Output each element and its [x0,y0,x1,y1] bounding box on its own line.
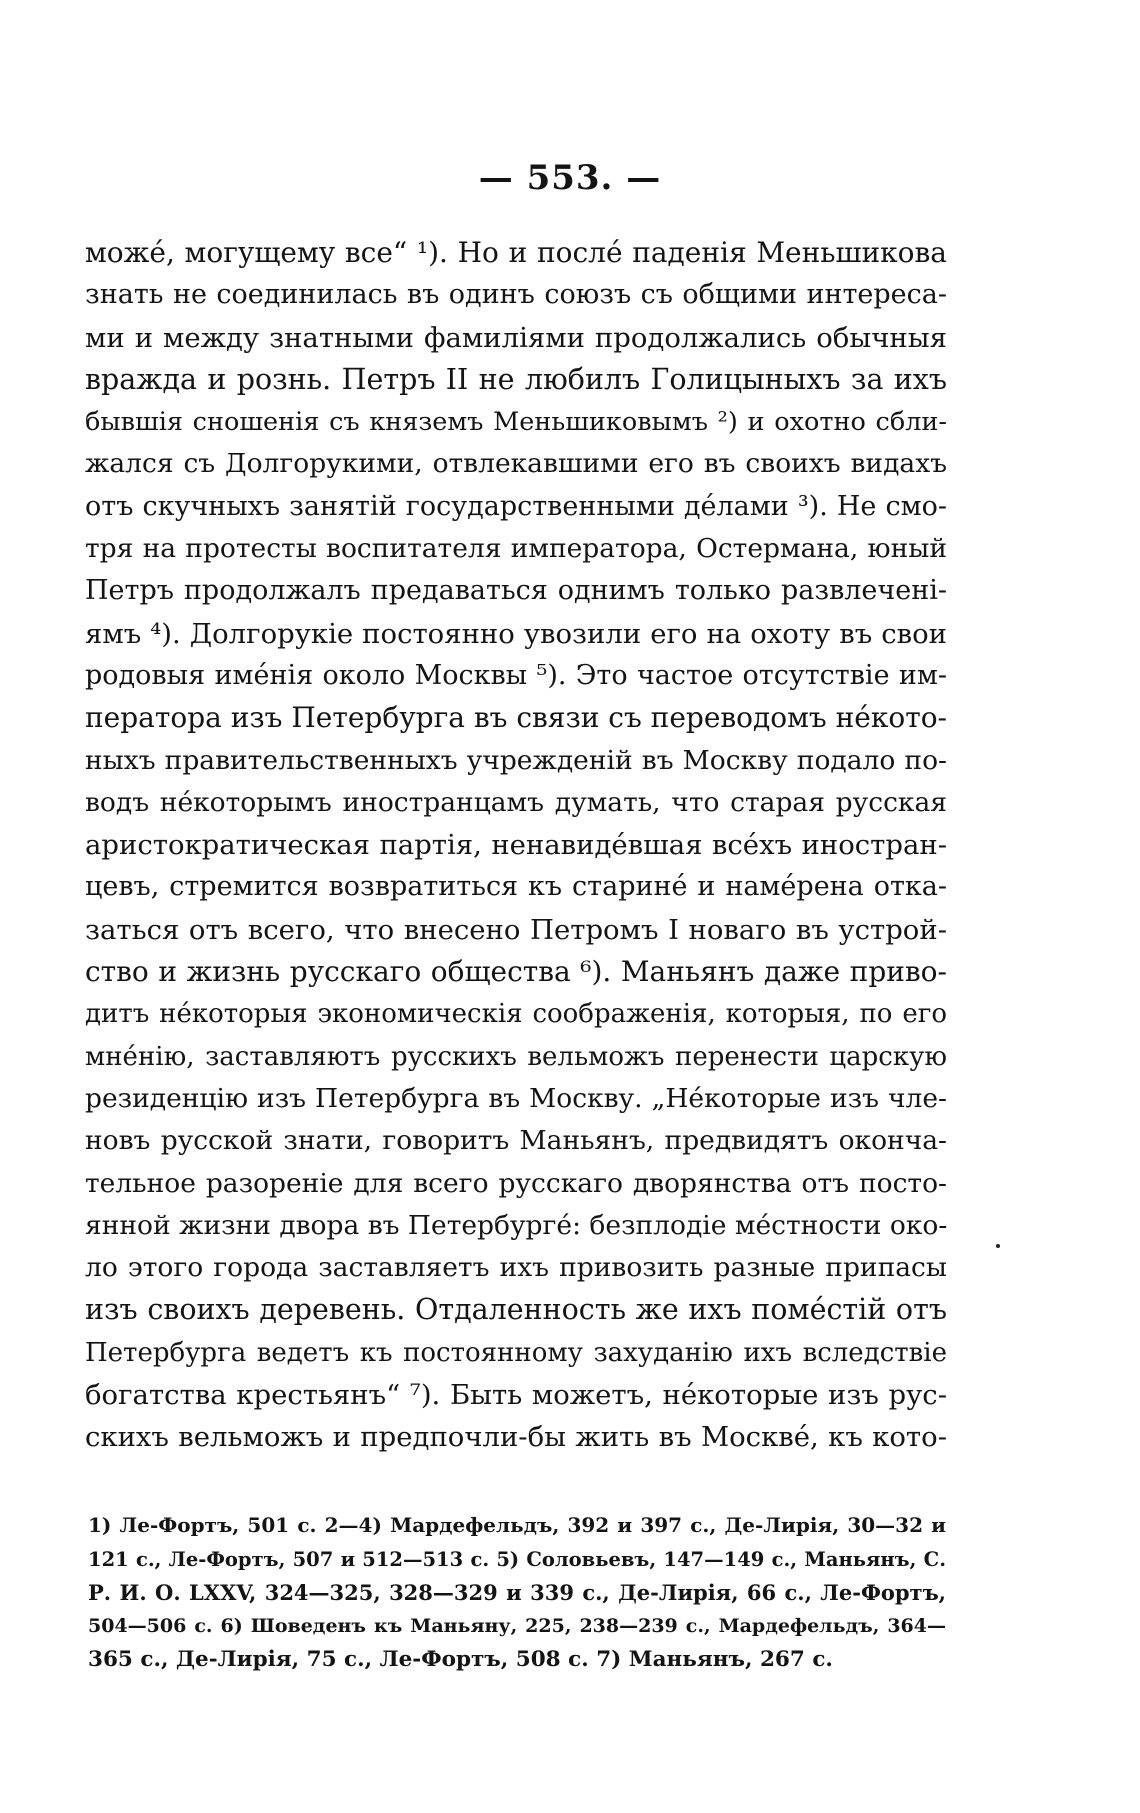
text-line: резиденцію изъ Петербурга въ Москву. „Не́которые изъ чле- [85,1082,947,1114]
text-line: янной жизни двора въ Петербурге́: безплодіе ме́стности око- [85,1209,948,1241]
text-line: аристократическая партія, ненавиде́вшая все́хъ иностран- [85,829,947,862]
text-line: Петръ продолжалъ предаваться однимъ только развлечені- [85,575,947,607]
text-line: заться отъ всего, что внесено Петромъ I новаго въ устрой- [85,913,947,946]
text-line: новъ русской знати, говоритъ Маньянъ, предвидятъ оконча- [85,1125,947,1157]
body-text [85,232,947,1459]
text-line: богатства крестьянъ“ ⁷). Быть можетъ, не́которые изъ рус- [85,1379,947,1412]
footnote-line: 504—506 с. 6) Шоведенъ къ Маньяну, 225, 238—239 с., Мардефельдъ, 364— [88,1614,946,1637]
text-line: ло этого города заставляетъ ихъ привозить разные припасы [85,1252,947,1284]
footnote-line: 365 с., Де-Лирія, 75 с., Ле-Фортъ, 508 с. 7) Маньянъ, 267 с. [88,1647,833,1672]
text-line: мне́нію, заставляютъ русскихъ вельможъ перенести царскую [85,1041,947,1072]
text-line: ство и жизнь русскаго общества ⁶). Маньянъ даже приво- [85,955,947,989]
text-line: тря на протесты воспитателя императора, Остермана, юный [85,533,947,565]
text-line: бывшія сношенія съ княземъ Меньшиковымъ ²) и охотно сбли- [85,407,947,438]
text-line: знать не соединилась въ одинъ союзъ съ общими интереса- [85,279,947,311]
text-line: ямъ ⁴). Долгорукіе постоянно увозили его на охоту въ свои [85,617,947,650]
text-line: може́, могущему все“ ¹). Но и после́ паденія Меньшикова [85,236,947,269]
footnote-line: 1) Ле-Фортъ, 501 с. 2—4) Мардефельдъ, 392 и 397 с., Де-Лирія, 30—32 и [88,1513,946,1537]
text-line: изъ своихъ деревень. Отдаленность же ихъ поме́стій отъ [85,1293,947,1327]
text-line: Петербурга ведетъ къ постоянному захуданію ихъ вследствіе [85,1337,947,1368]
text-line: ныхъ правительственныхъ учрежденій въ Москву подало по- [85,744,947,776]
text-line: цевъ, стремится возвратиться къ старине́ и наме́рена отка- [85,871,947,903]
text-line: вражда и рознь. Петръ II не любилъ Голицыныхъ за ихъ [85,362,947,396]
text-line: родовыя име́нія около Москвы ⁵). Это частое отсутствіе им- [85,659,947,691]
text-line: ми и между знатными фамиліями продолжались обычныя [85,321,947,354]
text-line: дитъ не́которыя экономическія соображенія, которыя, по его [85,999,947,1030]
text-line: жался съ Долгорукими, отвлекавшими его въ своихъ видахъ [85,448,947,480]
text-line: отъ скучныхъ занятій государственными де́лами ³). Не смо- [85,490,947,522]
text-line: ператора изъ Петербурга въ связи съ переводомъ не́кото- [85,701,948,735]
footnote-line: Р. И. О. LXXV, 324—325, 328—329 и 339 с., Де-Лирія, 66 с., Ле-Фортъ, [88,1580,946,1605]
text-line: тельное разореніе для всего русскаго дворянства отъ посто- [85,1167,947,1199]
page-number: — 553. — [478,158,662,198]
print-speck [996,1244,1000,1248]
text-line: водъ не́которымъ иностранцамъ думать, что старая русская [85,786,947,818]
footnotes [88,1509,946,1677]
text-line: скихъ вельможъ и предпочли-бы жить въ Москве́, къ кото- [85,1421,947,1454]
footnote-line: 121 с., Ле-Фортъ, 507 и 512—513 с. 5) Соловьевъ, 147—149 с., Маньянъ, С. [88,1547,946,1571]
